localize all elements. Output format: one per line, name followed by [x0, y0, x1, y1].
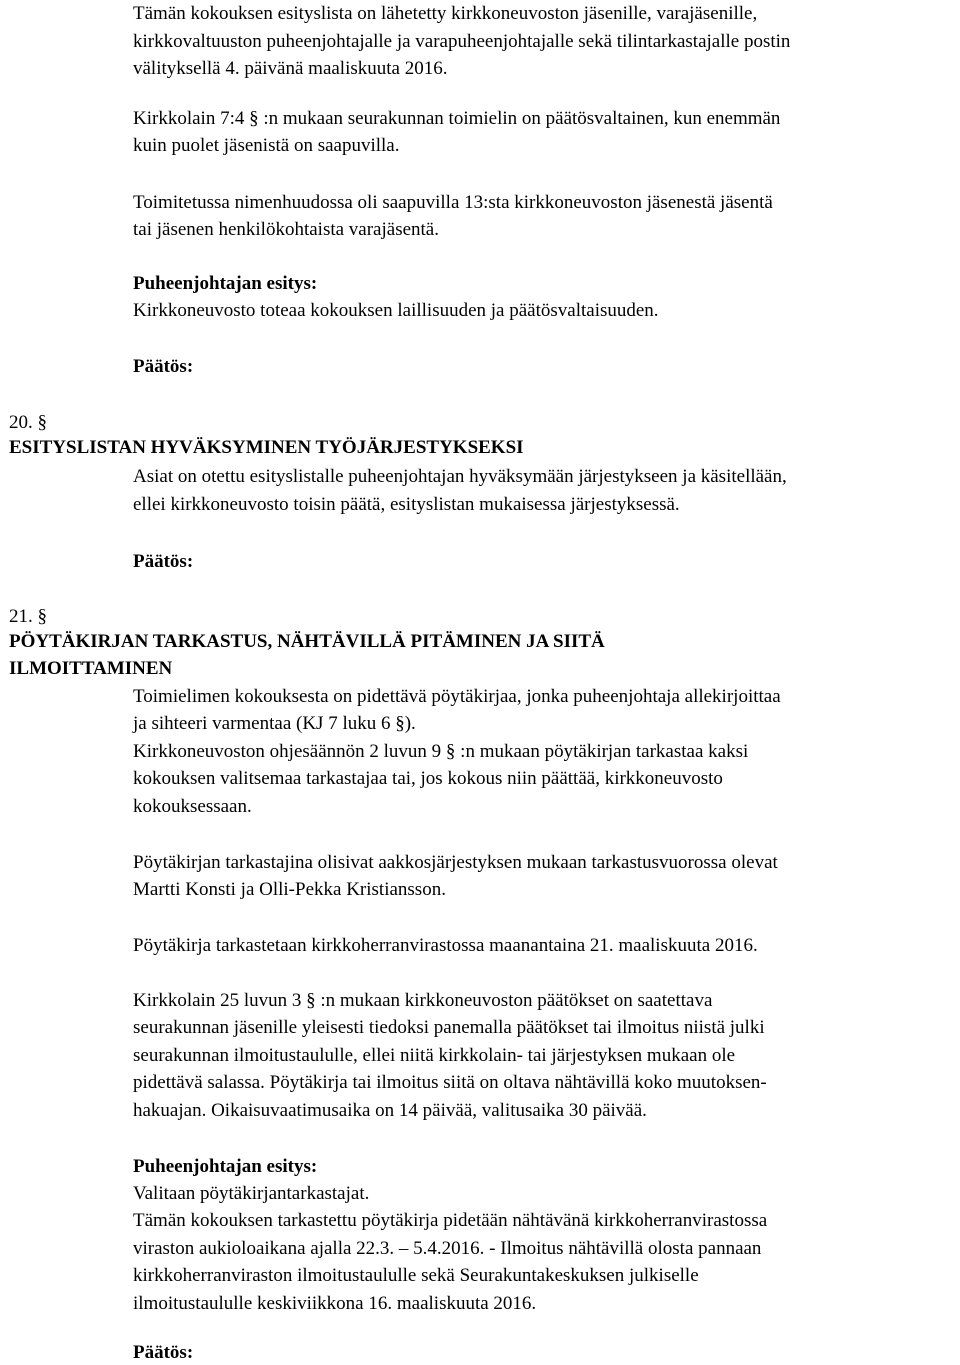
- text-line: Kirkkolain 7:4 § :n mukaan seurakunnan toimielin on päätösvaltainen, kun enemmän: [133, 108, 781, 129]
- text-line: kirkkoherranviraston ilmoitustaululle sekä Seurakuntakeskuksen julkiselle: [133, 1265, 699, 1286]
- text-line: Pöytäkirja tarkastetaan kirkkoherranvirastossa maanantaina 21. maaliskuuta 2016.: [133, 935, 758, 956]
- section-title: ESITYSLISTAN HYVÄKSYMINEN TYÖJÄRJESTYKSEKSI: [9, 437, 524, 458]
- text-line: kuin puolet jäsenistä on saapuvilla.: [133, 135, 400, 156]
- proposal-label: Puheenjohtajan esitys:: [133, 1156, 318, 1177]
- proposal-text: Kirkkoneuvosto toteaa kokouksen laillisuuden ja päätösvaltaisuuden.: [133, 300, 659, 321]
- proposal-label: Puheenjohtajan esitys:: [133, 273, 318, 294]
- decision-label: Päätös:: [133, 1342, 194, 1363]
- text-line: Toimitetussa nimenhuudossa oli saapuvilla 13:sta kirkkoneuvoston jäsenestä jäsentä: [133, 192, 773, 213]
- text-line: Tämän kokouksen tarkastettu pöytäkirja pidetään nähtävänä kirkkoherranvirastossa: [133, 1210, 768, 1231]
- text-line: ellei kirkkoneuvosto toisin päätä, esityslistan mukaisessa järjestyksessä.: [133, 494, 680, 515]
- text-line: Kirkkoneuvoston ohjesäännön 2 luvun 9 § :n mukaan pöytäkirjan tarkastaa kaksi: [133, 741, 749, 762]
- text-line: kokouksen valitsemaa tarkastajaa tai, jos kokous niin päättää, kirkkoneuvosto: [133, 768, 723, 789]
- text-line: Martti Konsti ja Olli-Pekka Kristiansson.: [133, 879, 446, 900]
- section-title-line-1: PÖYTÄKIRJAN TARKASTUS, NÄHTÄVILLÄ PITÄMINEN JA SIITÄ: [9, 631, 605, 652]
- text-line: hakuajan. Oikaisuvaatimusaika on 14 päivää, valitusaika 30 päivää.: [133, 1100, 647, 1121]
- section-number: 20. §: [9, 412, 47, 433]
- section-number: 21. §: [9, 606, 47, 627]
- text-line: tai jäsenen henkilökohtaista varajäsentä.: [133, 219, 439, 240]
- text-line: kokouksessaan.: [133, 796, 252, 817]
- text-line: seurakunnan jäsenille yleisesti tiedoksi panemalla päätökset tai ilmoitus niistä julki: [133, 1017, 765, 1038]
- section-title-line-2: ILMOITTAMINEN: [9, 658, 173, 679]
- text-line: seurakunnan ilmoitustaululle, ellei niitä kirkkolain- tai järjestyksen mukaan ole: [133, 1045, 736, 1066]
- text-line: välityksellä 4. päivänä maaliskuuta 2016.: [133, 58, 448, 79]
- text-line: Valitaan pöytäkirjantarkastajat.: [133, 1183, 370, 1204]
- text-line: viraston aukioloaikana ajalla 22.3. – 5.4.2016. - Ilmoitus nähtävillä olosta pannaan: [133, 1238, 762, 1259]
- decision-label: Päätös:: [133, 356, 194, 377]
- text-line: Toimielimen kokouksesta on pidettävä pöytäkirjaa, jonka puheenjohtaja allekirjoittaa: [133, 686, 781, 707]
- text-line: kirkkovaltuuston puheenjohtajalle ja varapuheenjohtajalle sekä tilintarkastajalle postin: [133, 31, 791, 52]
- decision-label: Päätös:: [133, 551, 194, 572]
- text-line: Tämän kokouksen esityslista on lähetetty kirkkoneuvoston jäsenille, varajäsenille,: [133, 3, 758, 24]
- text-line: ilmoitustaululle keskiviikkona 16. maaliskuuta 2016.: [133, 1293, 537, 1314]
- text-line: pidettävä salassa. Pöytäkirja tai ilmoitus siitä on oltava nähtävillä koko muutoksen-: [133, 1072, 767, 1093]
- text-line: Pöytäkirjan tarkastajina olisivat aakkosjärjestyksen mukaan tarkastusvuorossa olevat: [133, 852, 778, 873]
- text-line: Kirkkolain 25 luvun 3 § :n mukaan kirkkoneuvoston päätökset on saatettava: [133, 990, 713, 1011]
- text-line: ja sihteeri varmentaa (KJ 7 luku 6 §).: [133, 713, 416, 734]
- text-line: Asiat on otettu esityslistalle puheenjohtajan hyväksymään järjestykseen ja käsitellään,: [133, 466, 787, 487]
